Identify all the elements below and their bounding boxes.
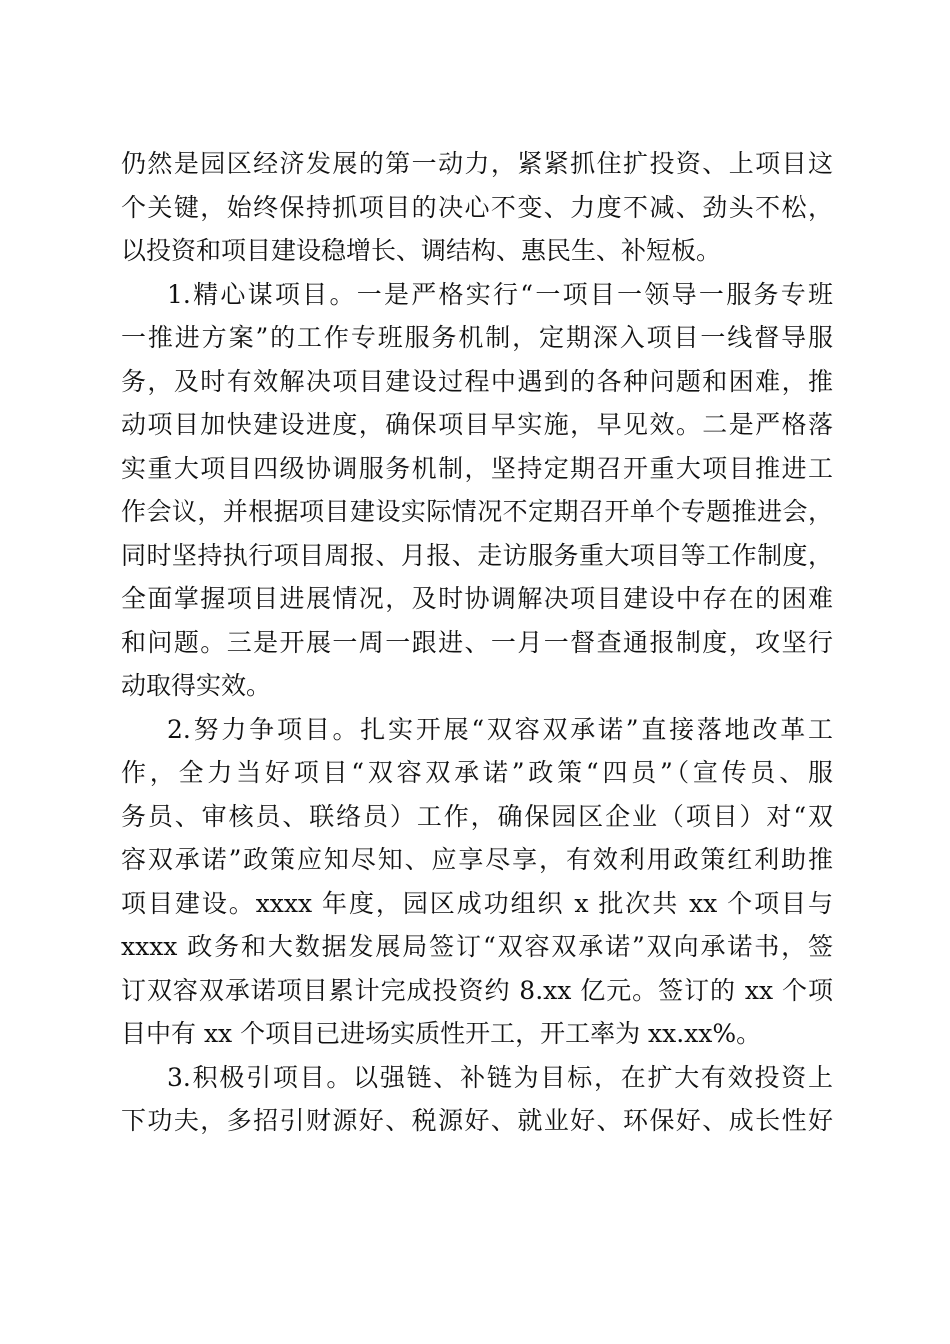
text-line: 动项目加快建设进度，确保项目早实施，早见效。二是严格落 (121, 410, 833, 439)
document-body (121, 142, 833, 1143)
text-line: 项目建设。xxxx 年度，园区成功组织 x 批次共 xx 个项目与 (121, 888, 833, 918)
text-line: 以投资和项目建设稳增长、调结构、惠民生、补短板。 (121, 236, 722, 265)
text-line: 动取得实效。 (121, 671, 272, 700)
text-line: 订双容双承诺项目累计完成投资约 8.xx 亿元。签订的 xx 个项 (121, 975, 833, 1005)
text-line: 1.精心谋项目。一是严格实行“一项目一领导一服务专班 (167, 279, 833, 309)
text-line: 容双承诺”政策应知尽知、应享尽享，有效利用政策红利助推 (121, 845, 833, 874)
paragraph (121, 142, 833, 273)
text-line: 作会议，并根据项目建设实际情况不定期召开单个专题推进会， (121, 497, 833, 526)
paragraph (121, 273, 833, 708)
text-line: 个关键，始终保持抓项目的决心不变、力度不减、劲头不松， (121, 192, 833, 222)
text-line: 下功夫，多招引财源好、税源好、就业好、环保好、成长性好 (121, 1106, 833, 1135)
text-line: 3.积极引项目。以强链、补链为目标，在扩大有效投资上 (167, 1062, 833, 1092)
text-line: 同时坚持执行项目周报、月报、走访服务重大项目等工作制度， (121, 540, 833, 570)
text-line: xxxx 政务和大数据发展局签订“双容双承诺”双向承诺书，签 (121, 932, 833, 961)
text-line: 一推进方案”的工作专班服务机制，定期深入项目一线督导服 (121, 323, 833, 352)
text-line: 实重大项目四级协调服务机制，坚持定期召开重大项目推进工 (121, 453, 833, 483)
text-line: 全面掌握项目进展情况，及时协调解决项目建设中存在的困难 (121, 584, 833, 613)
text-line: 务，及时有效解决项目建设过程中遇到的各种问题和困难，推 (121, 366, 833, 396)
text-line: 务员、审核员、联络员）工作，确保园区企业（项目）对“双 (121, 801, 833, 831)
text-line: 目中有 xx 个项目已进场实质性开工，开工率为 xx.xx%。 (121, 1019, 762, 1048)
text-line: 2.努力争项目。扎实开展“双容双承诺”直接落地改革工 (167, 714, 833, 744)
paragraph (121, 708, 833, 1056)
text-line: 和问题。三是开展一周一跟进、一月一督查通报制度，攻坚行 (121, 627, 833, 657)
text-line: 作，全力当好项目“双容双承诺”政策“四员”（宣传员、服 (121, 758, 833, 787)
paragraph (121, 1056, 833, 1143)
text-line: 仍然是园区经济发展的第一动力，紧紧抓住扩投资、上项目这 (121, 149, 833, 178)
